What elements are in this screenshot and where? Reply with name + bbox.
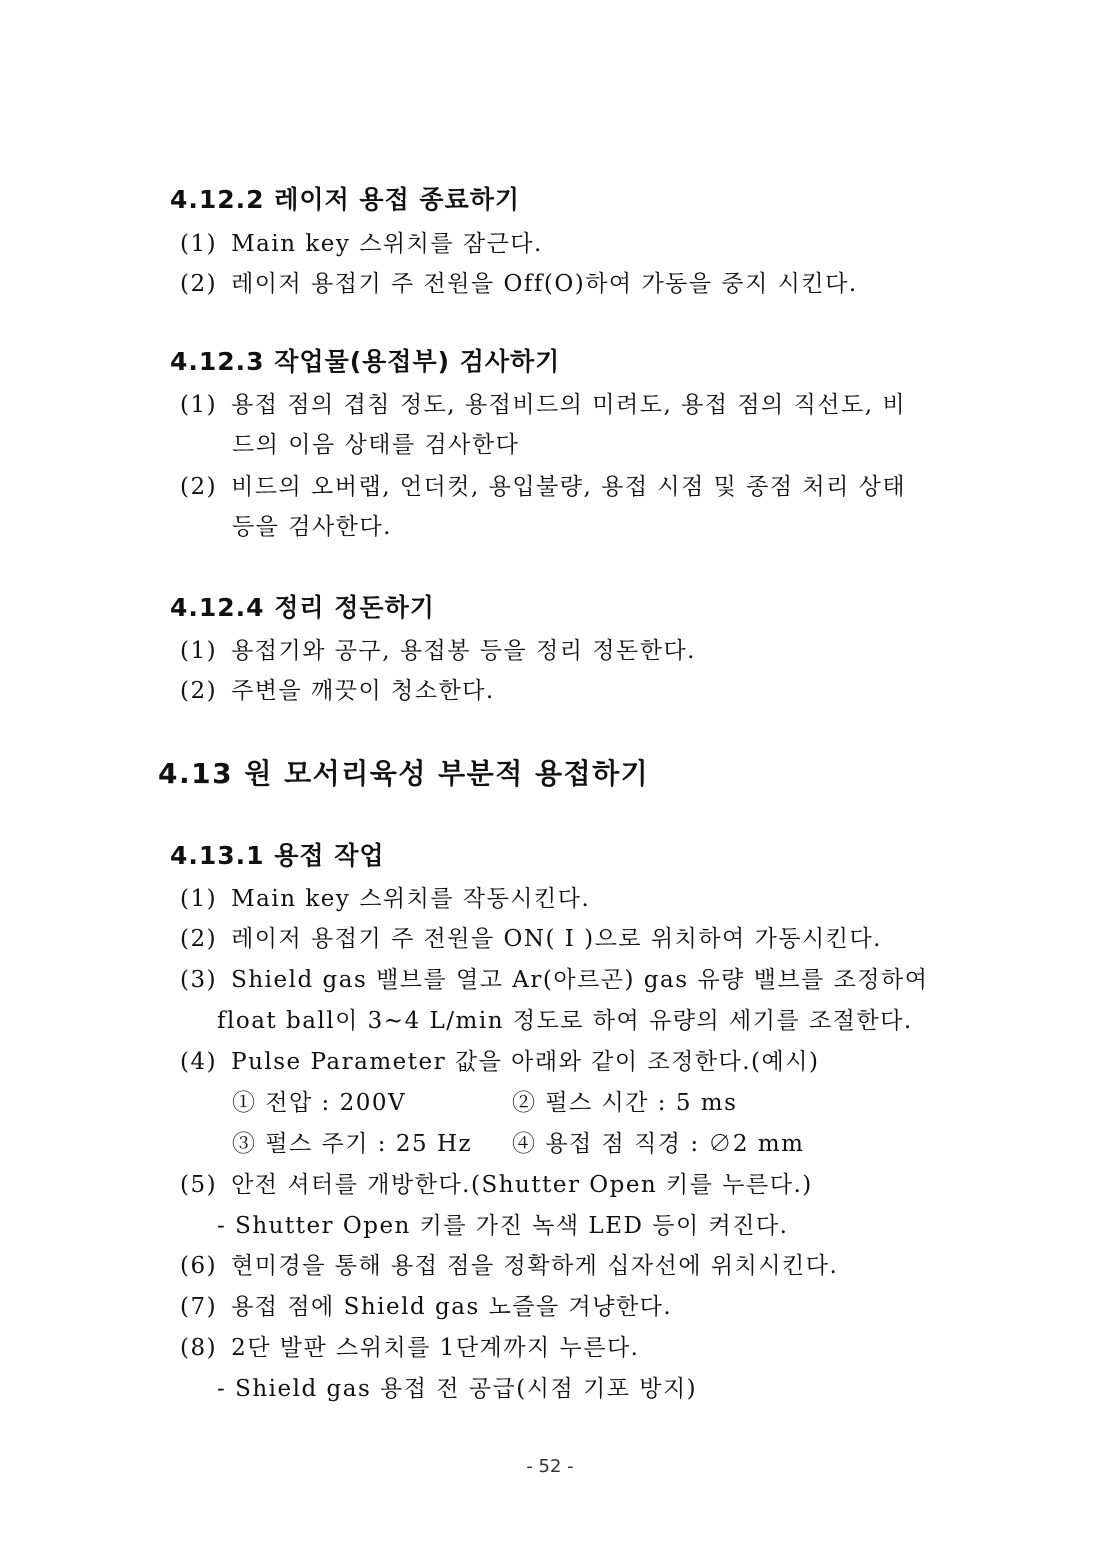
list-item: (1) Main key 스위치를 잠근다. (180, 231, 543, 257)
list-item-continuation: 드의 이음 상태를 검사한다 (232, 432, 520, 458)
list-item: (6) 현미경을 통해 용접 점을 정확하게 십자선에 위치시킨다. (180, 1253, 839, 1279)
section-heading-4-13: 4.13 원 모서리육성 부분적 용접하기 (158, 757, 650, 790)
list-item-continuation: float ball이 3~4 L/min 정도로 하여 유량의 세기를 조절한다. (217, 1008, 913, 1034)
list-item: (5) 안전 셔터를 개방한다.(Shutter Open 키를 누른다.) (180, 1172, 813, 1198)
list-item-note: - Shield gas 용접 전 공급(시점 기포 방지) (217, 1376, 698, 1402)
section-heading-4-13-1: 4.13.1 용접 작업 (170, 841, 385, 870)
list-item: (1) Main key 스위치를 작동시킨다. (180, 886, 591, 912)
list-item: (1) 용접기와 공구, 용접봉 등을 정리 정돈한다. (180, 638, 696, 664)
list-item: (7) 용접 점에 Shield gas 노즐을 겨냥한다. (180, 1294, 673, 1320)
parameter-voltage: ① 전압 : 200V (232, 1090, 407, 1116)
list-item: (8) 2단 발판 스위치를 1단계까지 누른다. (180, 1335, 640, 1361)
parameter-row (232, 1084, 1012, 1117)
list-item: (4) Pulse Parameter 값을 아래와 같이 조정한다.(예시) (180, 1049, 820, 1075)
section-heading-4-12-4: 4.12.4 정리 정돈하기 (170, 593, 435, 622)
parameter-spot-diameter: ④ 용접 점 직경 : ∅2 mm (512, 1131, 805, 1157)
list-item: (2) 레이저 용접기 주 전원을 Off(O)하여 가동을 중지 시킨다. (180, 271, 858, 297)
list-item: (3) Shield gas 밸브를 열고 Ar(아르곤) gas 유량 밸브를 조정하여 (180, 967, 929, 993)
page-number: - 52 - (526, 1456, 574, 1477)
list-item: (2) 주변을 깨끗이 청소한다. (180, 678, 495, 704)
list-item: (2) 레이저 용접기 주 전원을 ON( I )으로 위치하여 가동시킨다. (180, 926, 882, 952)
list-item: (2) 비드의 오버랩, 언더컷, 용입불량, 용접 시점 및 종점 처리 상태 (180, 474, 907, 500)
parameter-pulse-time: ② 펄스 시간 : 5 ms (512, 1090, 738, 1116)
list-item: (1) 용접 점의 겹침 정도, 용접비드의 미려도, 용접 점의 직선도, 비 (180, 392, 907, 418)
list-item-continuation: 등을 검사한다. (232, 514, 392, 540)
section-heading-4-12-2: 4.12.2 레이저 용접 종료하기 (170, 185, 521, 214)
parameter-row (232, 1125, 1012, 1158)
parameter-pulse-period: ③ 펄스 주기 : 25 Hz (232, 1131, 473, 1157)
list-item-note: - Shutter Open 키를 가진 녹색 LED 등이 켜진다. (217, 1213, 789, 1239)
section-heading-4-12-3: 4.12.3 작업물(용접부) 검사하기 (170, 347, 561, 376)
